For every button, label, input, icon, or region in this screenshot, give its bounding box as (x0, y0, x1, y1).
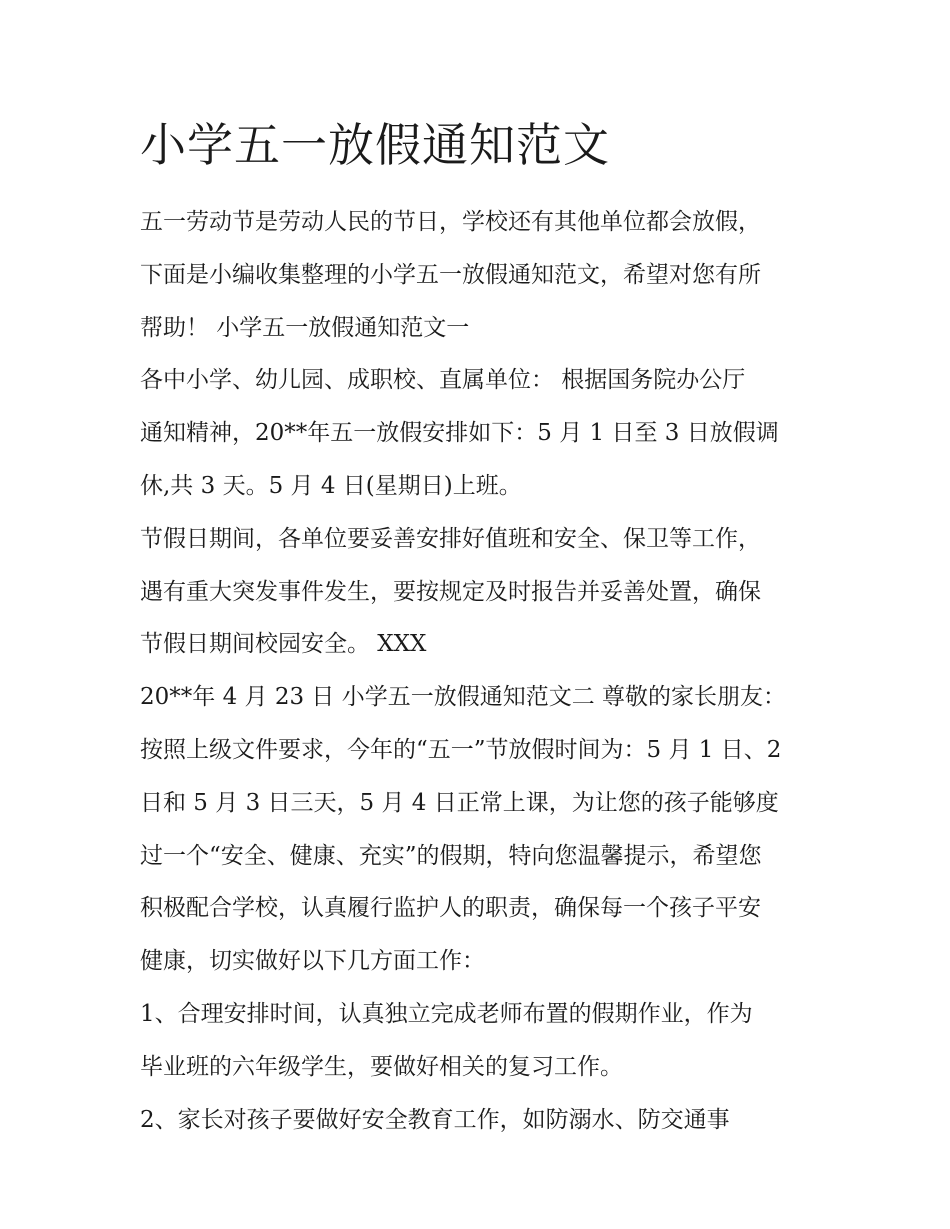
document-title: 小学五一放假通知范文 (140, 118, 610, 172)
body-line: 各中小学、幼儿园、成职校、直属单位： 根据国务院办公厅 (140, 367, 746, 394)
body-line: 帮助！ 小学五一放假通知范文一 (140, 314, 470, 341)
body-line: 休,共 3 天。5 月 4 日(星期日)上班。 (140, 472, 522, 499)
body-line: 过一个“安全、健康、充实”的假期，特向您温馨提示，希望您 (140, 842, 762, 869)
document-body (140, 196, 820, 1146)
body-line: 节假日期间，各单位要妥善安排好值班和安全、保卫等工作， (140, 525, 761, 552)
body-line: 通知精神，20**年五一放假安排如下：5 月 1 日至 3 日放假调 (140, 420, 779, 447)
body-line: 遇有重大突发事件发生，要按规定及时报告并妥善处置，确保 (140, 578, 761, 605)
body-line: 节假日期间校园安全。 XXX (140, 631, 427, 658)
body-line: 毕业班的六年级学生，要做好相关的复习工作。 (140, 1053, 623, 1080)
body-line: 日和 5 月 3 日三天，5 月 4 日正常上课，为让您的孩子能够度 (140, 789, 779, 816)
body-line: 2、家长对孩子要做好安全教育工作，如防溺水、防交通事 (140, 1106, 730, 1133)
body-line: 1、合理安排时间，认真独立完成老师布置的假期作业，作为 (140, 1000, 753, 1027)
body-line: 五一劳动节是劳动人民的节日，学校还有其他单位都会放假， (140, 209, 761, 235)
body-line: 20**年 4 月 23 日 小学五一放假通知范文二 尊敬的家长朋友： (140, 684, 787, 711)
body-line: 按照上级文件要求，今年的“五一”节放假时间为：5 月 1 日、2 (140, 736, 782, 763)
body-line: 下面是小编收集整理的小学五一放假通知范文，希望对您有所 (140, 261, 761, 288)
body-line: 健康，切实做好以下几方面工作： (140, 948, 485, 975)
body-line: 积极配合学校，认真履行监护人的职责，确保每一个孩子平安 (140, 895, 761, 922)
